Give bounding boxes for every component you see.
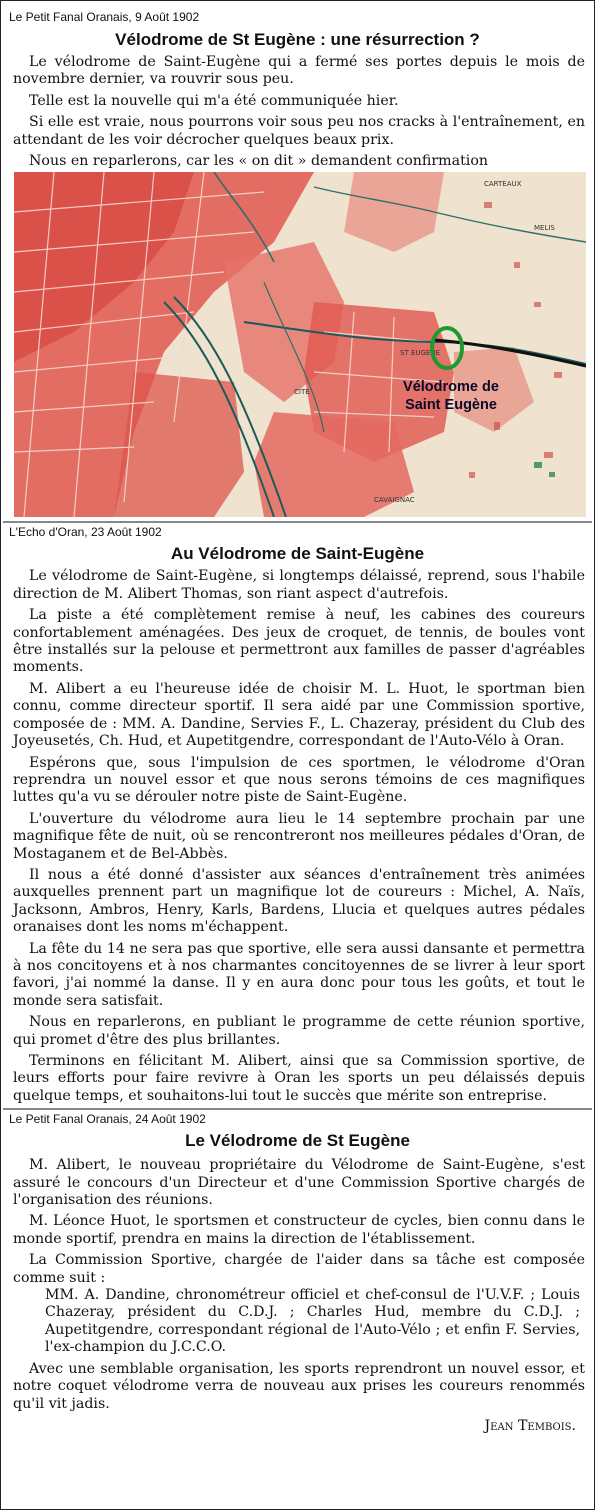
article2-paragraph: Espérons que, sous l'impulsion de ces sportmen, le vélodrome d'Oran reprendra un nouvel essor et que nous serons témoins de ces magnifiques luttes qu'a vu se dérouler notre piste de Saint-Eugène. — [13, 754, 585, 806]
velodrome-map — [14, 172, 586, 517]
article3-paragraph: La Commission Sportive, chargée de l'aider dans sa tâche est composée comme suit : — [13, 1252, 585, 1286]
article2-source: L'Echo d'Oran, 23 Août 1902 — [9, 525, 162, 540]
article2-paragraph: Il nous a été donné d'assister aux séances d'entraînement très animées auxquelles prennent part un magnifique lot de coureurs : Michel, A. Naïs, Jacksonn, Ambros, Henry, Karls, Bardens, Llucia et quelques autres pédales oranaises dont les noms m'échappent. — [13, 866, 585, 936]
map-caption-line: Saint Eugène — [405, 397, 497, 414]
map-image — [14, 172, 586, 517]
article1-title: Vélodrome de St Eugène : une résurrection ? — [115, 30, 480, 49]
article1-source: Le Petit Fanal Oranais, 9 Août 1902 — [9, 10, 200, 24]
map-label-st-eugene: ST EUGENE — [400, 349, 440, 358]
commission-members-text: MM. A. Dandine, chronométreur officiel et chef-consul de l'U.V.F. ; Louis Chazeray, président du C.D.J. ; Charles Hud, membre du C.D.J. ; Aupetitgendre, correspondant régional de l'Auto-Vélo ; et enfin F. Servies, l'ex-champion du J.C.C.O. — [45, 1287, 580, 1356]
article3-closing: Avec une semblable organisation, les sports reprendront un nouvel essor, et notre coquet vélodrome verra de nouveau aux prises les coureurs renommés qu'il vit jadis. — [13, 1360, 585, 1412]
author-signature: Jean Tembois. — [484, 1417, 576, 1434]
article2-paragraph: Nous en reparlerons, en publiant le programme de cette réunion sportive, qui promet d'être des plus brillantes. — [13, 1014, 585, 1048]
article2-paragraph: La piste a été complètement remise à neuf, les cabines des coureurs confortablement aménagées. Des jeux de croquet, de tennis, de boules vont être installés sur la pelouse et permettront aux familles de passer d'agréables moments. — [13, 607, 585, 676]
article3-source: Le Petit Fanal Oranais, 24 Août 1902 — [9, 1112, 206, 1127]
article3-title: Le Vélodrome de St Eugène — [185, 1131, 410, 1151]
article2-paragraph: Terminons en félicitant M. Alibert, ainsi que sa Commission sportive, de leurs efforts pour faire revivre à Oran les sports un peu délaissés depuis quelque temps, et souhaitons-lui tout le succès que mérite son entreprise. — [13, 1053, 585, 1104]
article3-paragraph: M. Léonce Huot, le sportsmen et constructeur de cycles, bien connu dans le monde sportif, prendra en mains la direction de l'établissement. — [13, 1213, 585, 1247]
map-label-melis: MELIS — [534, 224, 555, 233]
map-caption — [376, 378, 526, 414]
article1-paragraph: Telle est la nouvelle qui m'a été communiquée hier. — [29, 92, 399, 109]
article1-paragraph: Nous en reparlerons, car les « on dit » demandent confirmation — [29, 153, 488, 170]
article2-title: Au Vélodrome de Saint-Eugène — [170, 544, 425, 564]
article1-paragraph: Si elle est vraie, nous pourrons voir sous peu nos cracks à l'entraînement, en attendant de les voir décrocher quelques beaux prix. — [13, 114, 585, 148]
map-caption-line: Vélodrome de — [403, 379, 499, 396]
article2-paragraph: L'ouverture du vélodrome aura lieu le 14 septembre prochain par une magnifique fête de nuit, où se rencontreront nos meilleures pédales d'Oran, de Mostaganem et de Bel-Abbès. — [13, 810, 585, 862]
article1-paragraph: Le vélodrome de Saint-Eugène qui a fermé ses portes depuis le mois de novembre dernier, va rouvrir sous peu. — [13, 54, 585, 88]
commission-members — [45, 1287, 580, 1357]
map-label-cavaignac: CAVAIGNAC — [374, 496, 415, 505]
map-label-cite: CITE — [294, 388, 310, 397]
article3-paragraph: M. Alibert, le nouveau propriétaire du Vélodrome de Saint-Eugène, s'est assuré le concours d'un Directeur et d'une Commission Sportive chargés de l'organisation des réunions. — [13, 1157, 585, 1209]
article2-paragraph: M. Alibert a eu l'heureuse idée de choisir M. L. Huot, le sportman bien connu, comme directeur sportif. Il sera aidé par une Commission sportive, composée de : MM. A. Dandine, Servies F., L. Chazeray, président du Club des Joyeusetés, Ch. Hud, et Aupetitgendre, correspondant de l'Auto-Vélo à Oran. — [13, 680, 585, 750]
article2-paragraph: Le vélodrome de Saint-Eugène, si longtemps délaissé, reprend, sous l'habile direction de M. Alibert Thomas, son riant aspect d'autrefois. — [13, 568, 585, 602]
map-label-carteaux: CARTEAUX — [484, 180, 522, 189]
article2-paragraph: La fête du 14 ne sera pas que sportive, elle sera aussi dansante et permettra à nos concitoyens et à nos charmantes concitoyennes de se livrer à leur sport favori, j'ai nommé la danse. Il y en aura donc pour tous les goûts, et tout le monde sera satisfait. — [13, 940, 585, 1009]
